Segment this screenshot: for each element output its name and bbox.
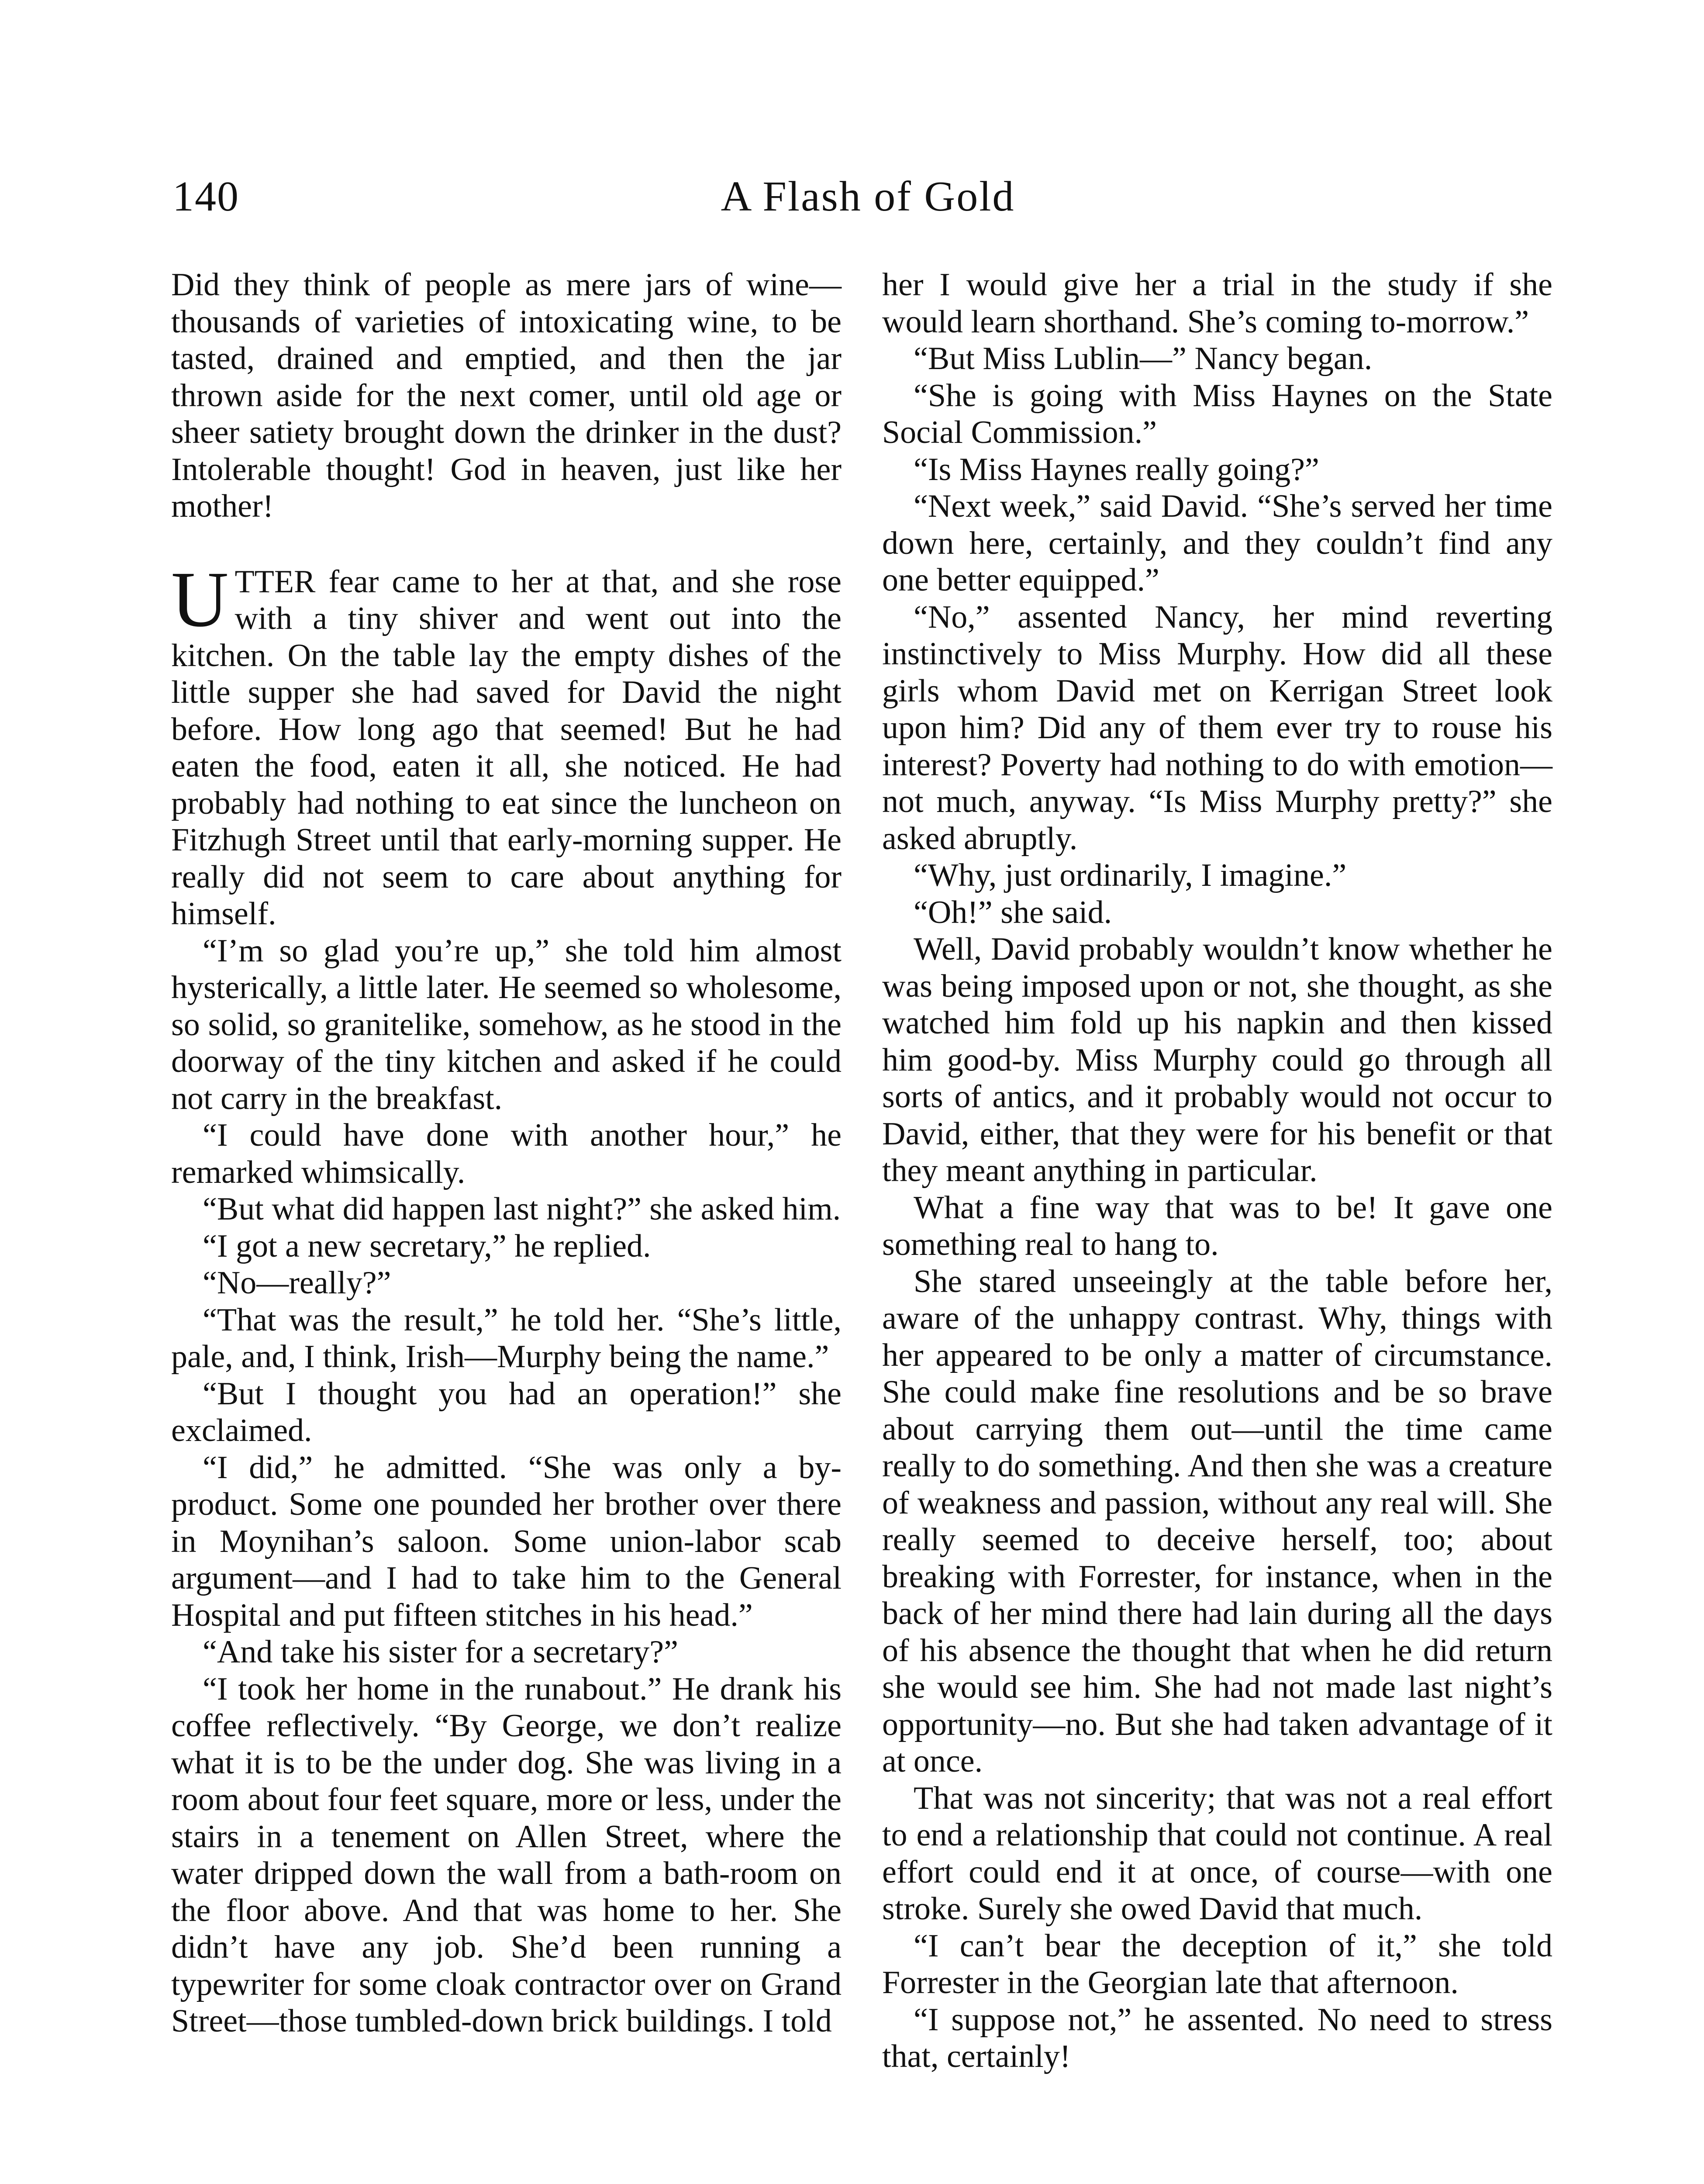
paragraph: What a fine way that was to be! It gave one something real to hang to. bbox=[882, 1189, 1552, 1262]
paragraph: “I got a new secretary,” he replied. bbox=[203, 1228, 651, 1264]
paragraph: “I could have done with another hour,” he remarked whimsically. bbox=[171, 1117, 842, 1190]
paragraph: “I did,” he admitted. “She was only a by-product. Some one pounded her brother over there in Moynihan’s saloon. Some union-labor scab argument—and I had to take him to the General Hospital and put fifteen stitches in his head.” bbox=[171, 1449, 842, 1633]
left-column bbox=[171, 266, 842, 2040]
paragraph: “Oh!” she said. bbox=[914, 894, 1112, 930]
paragraph: “Next week,” said David. “She’s served her time down here, certainly, and they couldn’t find any one better equipped.” bbox=[882, 488, 1552, 598]
paragraph: “Why, just ordinarily, I imagine.” bbox=[914, 857, 1347, 893]
paragraph: “I suppose not,” he assented. No need to stress that, certainly! bbox=[882, 2001, 1552, 2074]
page-header bbox=[172, 170, 1563, 227]
paragraph: “I took her home in the runabout.” He drank his coffee reflectively. “By George, we don’t realize what it is to be the under dog. She was living in a room about four feet square, more or less, under the stairs in a tenement on Allen Street, where the water dripped down the wall from a bath-room on the floor above. And that was home to her. She didn’t have any job. She’d been running a typewriter for some cloak contractor over on Grand Street—those tumbled-down brick buildings. I told bbox=[171, 1671, 842, 2039]
paragraph: That was not sincerity; that was not a real effort to end a relationship that could not continue. A real effort could end it at once, of course—with one stroke. Surely she owed David that much. bbox=[882, 1780, 1552, 1927]
paragraph: “And take his sister for a secretary?” bbox=[203, 1634, 678, 1670]
drop-cap: U bbox=[171, 555, 229, 643]
paragraph: “Is Miss Haynes really going?” bbox=[914, 451, 1319, 487]
right-column bbox=[882, 266, 1552, 2075]
paragraph: “No—really?” bbox=[203, 1265, 391, 1301]
section-opening-paragraph bbox=[171, 555, 842, 933]
paragraph: “No,” assented Nancy, her mind reverting instinctively to Miss Murphy. How did all these girls whom David met on Kerrigan Street look upon him? Did any of them ever try to rouse his interest? Poverty had nothing to do with emotion—not much, anyway. “Is Miss Murphy pretty?” she asked abruptly. bbox=[882, 599, 1552, 857]
running-title: A Flash of Gold bbox=[721, 173, 1015, 220]
paragraph: “That was the result,” he told her. “She’s little, pale, and, I think, Irish—Murphy being the name.” bbox=[171, 1302, 842, 1375]
page-number: 140 bbox=[172, 173, 239, 220]
paragraph-text: TTER fear came to her at that, and she rose with a tiny shiver and went out into the kitchen. On the table lay the empty dishes of the little supper she had saved for David the night before. How long ago that seemed! But he had eaten the food, eaten it all, she noticed. He had probably had nothing to eat since the luncheon on Fitzhugh Street until that early-morning supper. He really did not seem to care about anything for himself. bbox=[171, 563, 842, 932]
paragraph: Well, David probably wouldn’t know whether he was being imposed upon or not, she thought, as she watched him fold up his napkin and then kissed him good-by. Miss Murphy could go through all sorts of antics, and it probably would not occur to David, either, that they were for his benefit or that they meant anything in particular. bbox=[882, 931, 1552, 1189]
paragraph: “But I thought you had an operation!” she exclaimed. bbox=[171, 1375, 842, 1448]
paragraph: “But Miss Lublin—” Nancy began. bbox=[914, 341, 1373, 377]
paragraph: her I would give her a trial in the study if she would learn shorthand. She’s coming to-morrow.” bbox=[882, 267, 1552, 340]
paragraph: “She is going with Miss Haynes on the State Social Commission.” bbox=[882, 377, 1552, 450]
paragraph: “I can’t bear the deception of it,” she told Forrester in the Georgian late that afternoon. bbox=[882, 1928, 1552, 2001]
paragraph: “I’m so glad you’re up,” she told him almost hysterically, a little later. He seemed so wholesome, so solid, so granitelike, somehow, as he stood in the doorway of the tiny kitchen and asked if he could not carry in the breakfast. bbox=[171, 933, 842, 1116]
paragraph: She stared unseeingly at the table before her, aware of the unhappy contrast. Why, things with her appeared to be only a matter of circumstance. She could make fine resolutions and be so brave about carrying them out—until the time came really to do something. And then she was a creature of weakness and passion, without any real will. She really seemed to deceive herself, too; about breaking with Forrester, for instance, when in the back of her mind there had lain during all the days of his absence the thought that when he did return she would see him. She had not made last night’s opportunity—no. But she had taken advantage of it at once. bbox=[882, 1263, 1552, 1779]
paragraph: “But what did happen last night?” she asked him. bbox=[203, 1191, 841, 1227]
paragraph: Did they think of people as mere jars of wine—thousands of varieties of intoxicating wine, to be tasted, drained and emptied, and then the jar thrown aside for the next comer, until old age or sheer satiety brought down the drinker in the dust? Intolerable thought! God in heaven, just like her mother! bbox=[171, 267, 842, 524]
